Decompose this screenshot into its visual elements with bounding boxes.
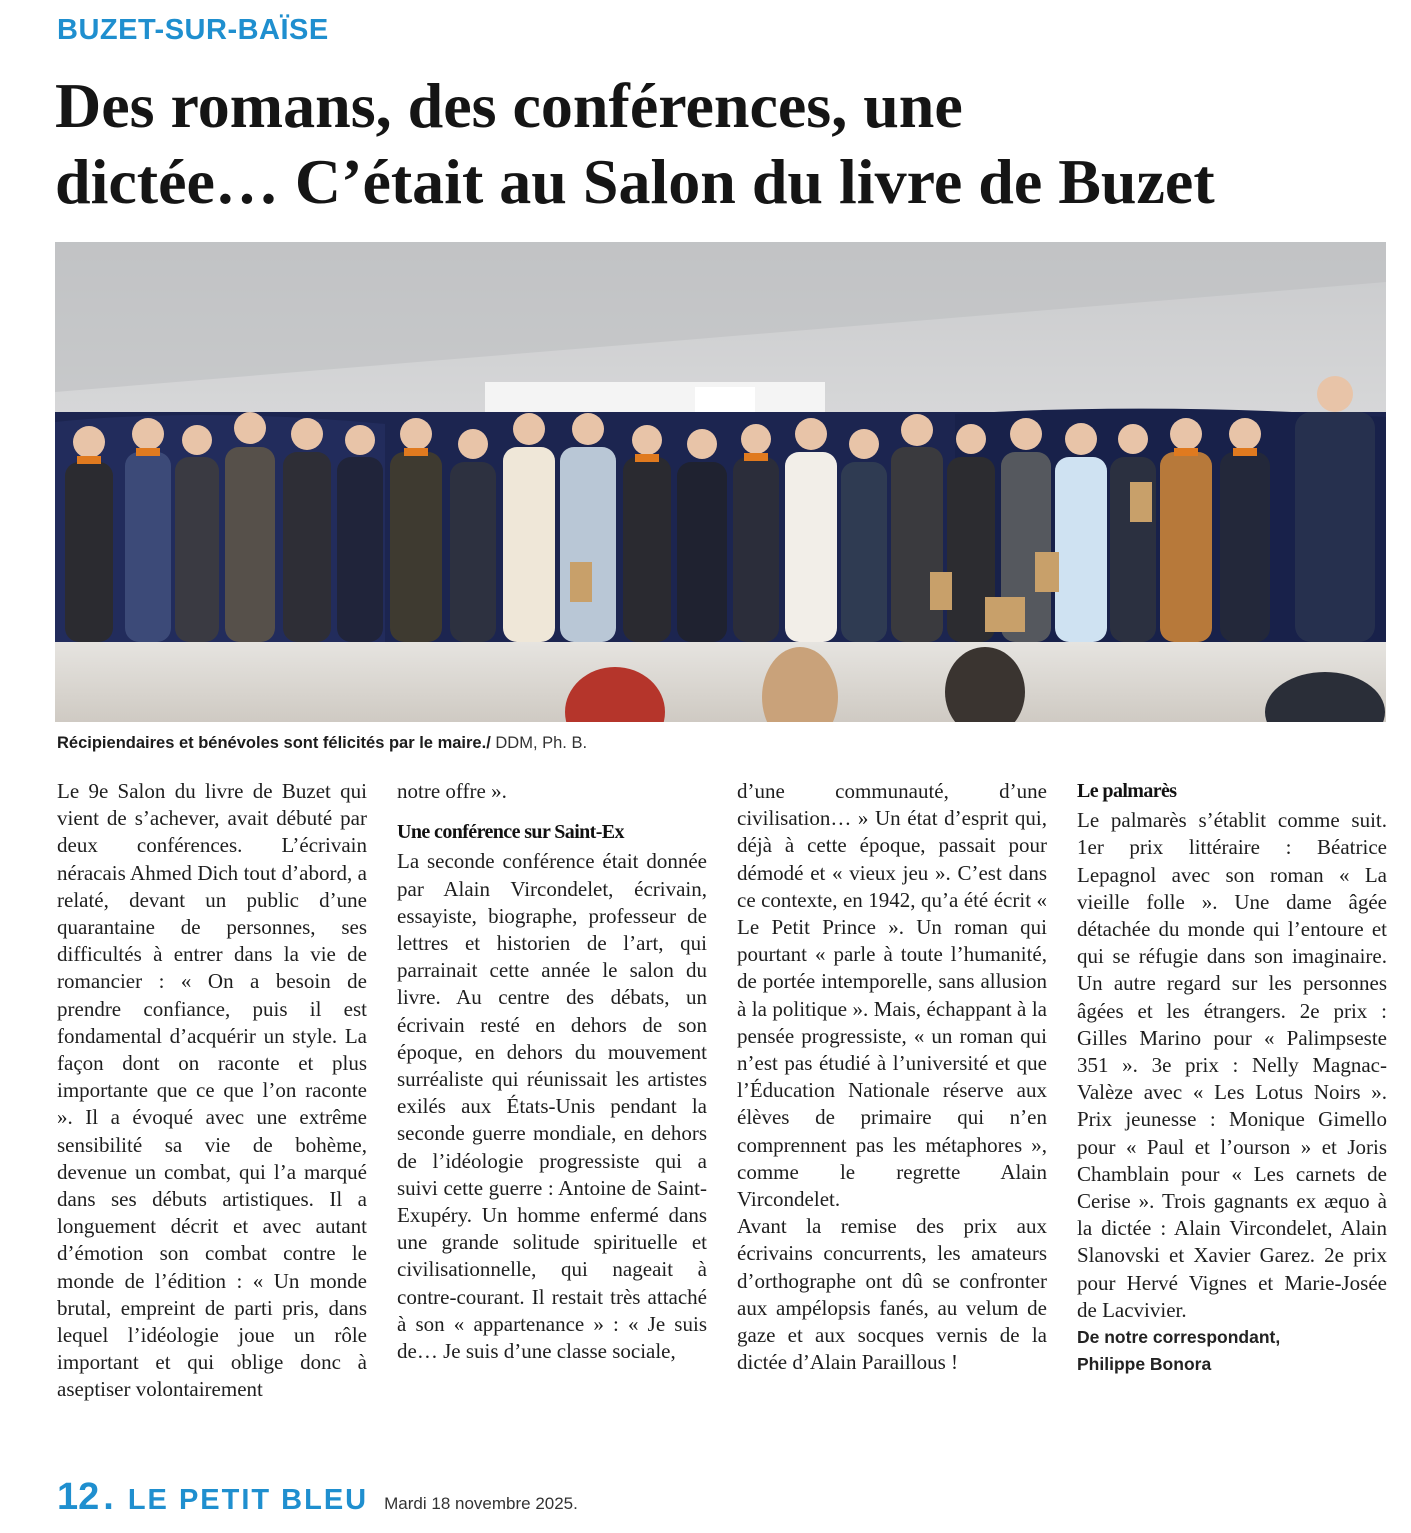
paragraph-conference: La seconde conférence était donnée par Alain Vircondelet, écrivain, essayiste, biographe, professeur de lettres et historien de l’art, qui parrainait cette année le salon du livre. Au centre des débats, un écrivain resté en dehors de son époque, en dehors du mouvement surréaliste qui réunissait les artistes exilés aux États-Unis pendant la seconde guerre mondiale, en dehors de l’idéologie progressiste qui a suivi cette guerre : Antoine de Saint-Exupéry. Un homme enfermé dans une grande solitude spirituelle et civilisationnelle, qui nageait à contre-courant. Il restait très attaché à son « appartenance » : « Je suis de… Je suis d’une classe sociale,: [397, 849, 707, 1364]
photo-credit: DDM, Ph. B.: [495, 734, 588, 752]
signature-author: Philippe Bonora: [1077, 1354, 1212, 1375]
paragraph-dictee: Avant la remise des prix aux écrivains concurrents, les amateurs d’orthographe ont dû se confronter aux ampélopsis fanés, au velum de gaze et aux socques vernis de la dictée d’Alain Paraillous !: [737, 1214, 1047, 1375]
subheading-palmares: Le palmarès: [1077, 780, 1177, 802]
article-column-1: [57, 778, 367, 1404]
page-footer: [57, 1476, 578, 1520]
photo-caption: [57, 734, 587, 753]
article-photo: [55, 242, 1386, 722]
article-column-4: [1077, 778, 1387, 1378]
paragraph-intro: Le 9e Salon du livre de Buzet qui vient de s’achever, avait débuté par deux conférences. L’écrivain néracais Ahmed Dich tout d’abord, a relaté, devant un public d’une quarantaine de personnes, ses difficultés à entrer dans la vie de romancier : « On a besoin de prendre confiance, puis il est fondamental d’acquérir un style. La façon dont on raconte et plus importante que ce que l’on raconte ». Il a évoqué avec une extrême sensibilité sa vie de bohème, devenue un combat, qui l’a marqué dans ses débuts artistiques. Il a longuement décrit et avec autant d’émotion son combat contre le monde de l’édition : « Un monde brutal, empreint de parti pris, dans lequel l’idéologie joue un rôle important et qui oblige donc à aseptiser volontairement: [57, 779, 367, 1402]
caption-separator: /: [486, 734, 491, 752]
section-kicker: BUZET-SUR-BAÏSE: [57, 14, 329, 46]
article-column-3: [737, 778, 1047, 1376]
page-number: 12: [57, 1476, 100, 1518]
photo-illustration: [55, 242, 1386, 722]
caption-text: Récipiendaires et bénévoles sont félicités par le maire.: [57, 734, 487, 752]
headline: [55, 68, 1400, 220]
article-column-2: [397, 778, 707, 1365]
paragraph-palmares: Le palmarès s’établit comme suit. 1er prix littéraire : Béatrice Lepagnol avec son roman « La vieille folle ». Une dame âgée détachée du monde qui l’entoure et qui se réfugie dans son imaginaire. Un autre regard sur les personnes âgées et les étrangers. 2e prix : Gilles Marino pour « Palimpseste 351 ». 3e prix : Nelly Magnac-Valèze avec « Les Lotus Noirs ». Prix jeunesse : Monique Gimello pour « Paul et l’ourson » et Joris Chamblain pour « Les carnets de Cerise ». Trois gagnants ex æquo à la dictée : Alain Vircondelet, Alain Slanovski et Xavier Garez. 2e prix pour Hervé Vignes et Marie-Josée de Lacvivier.: [1077, 808, 1387, 1322]
paragraph-intro-end: notre offre ».: [397, 779, 507, 803]
headline-line-1: Des romans, des conférences, une: [55, 70, 963, 141]
page-number-dot: .: [103, 1476, 114, 1518]
paragraph-conference-cont: d’une communauté, d’une civilisation… » Un état d’esprit qui, déjà à cette époque, passait pour démodé et « vieux jeu ». C’est dans ce contexte, en 1942, qu’a été écrit « Le Petit Prince ». Un roman qui pourtant « parle à toute l’humanité, de portée intemporelle, sans allusion à la politique ». Mais, échappant à la pensée progressiste, « un roman qui n’est pas étudié à l’université et que l’Éducation Nationale réserve aux élèves de primaire qui n’en comprennent pas les métaphores », comme le regrette Alain Vircondelet.: [737, 779, 1047, 1212]
issue-date: Mardi 18 novembre 2025.: [384, 1494, 578, 1513]
subheading-saint-ex: Une conférence sur Saint-Ex: [397, 821, 624, 844]
signature-line-1: De notre correspondant,: [1077, 1327, 1281, 1348]
headline-line-2: dictée… C’était au Salon du livre de Buzet: [55, 146, 1215, 217]
newspaper-brand: LE PETIT BLEU: [127, 1484, 369, 1516]
